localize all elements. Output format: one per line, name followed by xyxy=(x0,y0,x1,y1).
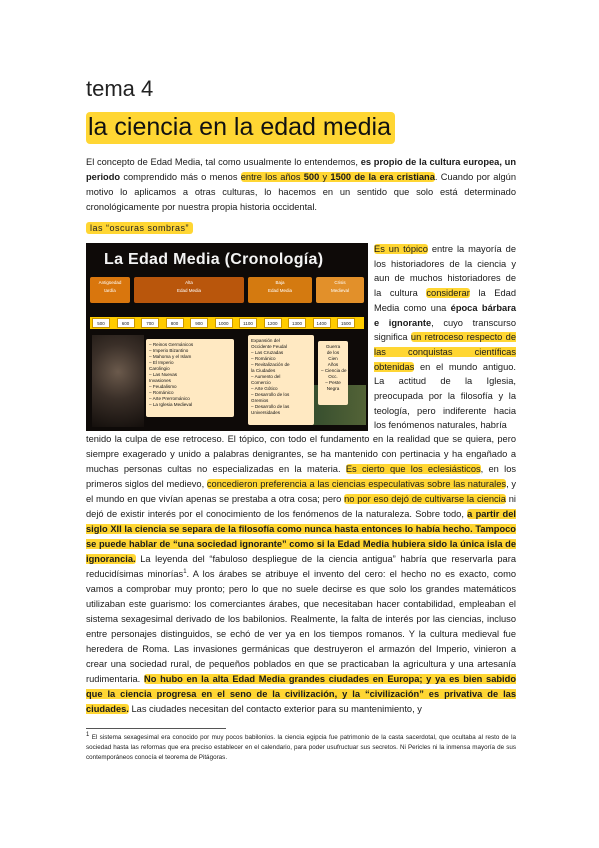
text-run: , en los primeros siglos del medievo, xyxy=(86,464,517,489)
text-run: . Cuando por algún motivo lo aplicamos a otras culturas, lo hacemos en un sentido que solo está determinado cronológicamente por nuestra propia historia occidental. xyxy=(86,172,516,212)
year-label: 600 xyxy=(117,318,135,328)
text-run: El concepto de Edad Media, tal como usualmente lo entendemos, xyxy=(86,157,361,167)
year-label: 1500 xyxy=(337,318,355,328)
bold-text: 1500 xyxy=(330,172,352,182)
text-run: en el mundo antiguo. La actitud de la Iglesia, preocupada por la filosofía y la teología, pero indiferente hacia los fenómenos naturales, habría xyxy=(374,361,516,431)
text-run: , y el mundo en que vivían apenas se prestaba a otra cosa; pero xyxy=(86,479,516,504)
highlight: concedieron preferencia a las ciencias especulativas sobre las naturales xyxy=(206,479,507,489)
event-item: – Desarrollo de los xyxy=(251,392,290,397)
event-item: Occidente Feudal xyxy=(251,344,288,349)
event-item: Negra xyxy=(326,386,340,391)
event-item: – Las Nuevas xyxy=(149,372,178,377)
event-item: – Románico xyxy=(149,390,174,395)
highlight: a partir del siglo XII la ciencia se separa de la filosofía como nunca hasta entonces lo había hecho. Tampoco se puede hablar de “una sociedad ignorante” como si la Edad Media hubiera sido la única isla de ignorancia. xyxy=(86,509,516,564)
event-item: – Arte Prerrománico xyxy=(149,396,190,401)
footnote xyxy=(86,733,516,763)
phase-name: Crisis xyxy=(334,280,346,285)
phase-crisis xyxy=(316,277,364,303)
event-item: Carolingio xyxy=(149,366,170,371)
phase-early xyxy=(134,277,244,303)
year-label: 900 xyxy=(190,318,208,328)
figure-title: La Edad Media (Cronología) xyxy=(104,251,324,268)
phase-label: Edad Media xyxy=(267,288,293,293)
footnote-text: El sistema sexagesimal era conocido por muy pocos babilonios. la ciencia egipcia fue patrimonio de la casta sacerdotal, que ocultaba al resto de la sociedad hasta las reformas que era preciso establecer en el calendario, para poder usufructuar sus secretos. Ni Pericles ni la inmensa mayoría de sus contemporáneos conocía el teorema de Pitágoras. xyxy=(86,734,516,761)
bold-text: es propio de la cultura europea, un periodo xyxy=(86,157,516,182)
event-item: – Mahoma y el Islam xyxy=(149,354,192,359)
phase-late xyxy=(248,277,312,303)
text-run: . A los árabes se atribuye el invento del cero: el hecho no es exacto, como vamos a comprobar muy pronto; pero lo que no suele decirse es que solo los grandes matemáticos utilizaban este guarismo: los comerciantes árabes, que necesitaban hacer contabilidad, empleaban el sistema sexagesimal derivado de los babilonios. Realmente, la falta de interés por las ciencias, incluso entre personajes distinguidos, se echó de ver ya en los tiempos romanos. Y la cultura medieval fue heredera de Roma. Las invasiones germánicas que destruyeron el armazón del Imperio, vinieron a crear una sociedad rural, de pequeños poblados en que se practicaban la agricultura y una artesanía rudimentaria. xyxy=(86,569,516,684)
events-box-late xyxy=(248,335,314,425)
event-item: Guerra xyxy=(325,344,341,349)
footnote-divider xyxy=(86,728,226,729)
event-item: de los xyxy=(326,350,340,355)
rose-window-photo xyxy=(92,335,144,427)
page-title: la ciencia en la edad media xyxy=(86,112,395,144)
event-item: – Desarrollo de las xyxy=(251,404,290,409)
highlight xyxy=(241,172,435,182)
year-label: 1100 xyxy=(239,318,257,328)
event-item: Años xyxy=(327,362,339,367)
text-run: y xyxy=(319,172,331,182)
event-item: – La Iglesia Medieval xyxy=(149,402,193,407)
event-item: – Aumento del xyxy=(251,374,281,379)
footnote-reference[interactable]: 1 xyxy=(183,568,187,575)
events-box-early xyxy=(146,339,234,417)
phase-name: Alta xyxy=(185,280,193,285)
chronology-image xyxy=(86,243,368,431)
event-item: Comercio xyxy=(251,380,271,385)
phase-name: Antigüedad xyxy=(98,280,122,285)
event-item: – Peste xyxy=(325,380,341,385)
phase-label: tardía xyxy=(104,288,116,293)
year-label: 1400 xyxy=(313,318,331,328)
event-item: Cien xyxy=(328,356,338,361)
event-item: Occ. xyxy=(328,374,338,379)
event-item: – El Imperio xyxy=(149,360,174,365)
event-item: – Arte Gótico xyxy=(251,386,278,391)
highlight: no por eso dejó de cultivarse la ciencia xyxy=(344,494,506,504)
footnote-number: 1 xyxy=(86,731,90,738)
event-item: Invasiones xyxy=(149,378,171,383)
event-item: – Feudalismo xyxy=(149,384,177,389)
year-label: 500 xyxy=(92,318,110,328)
intro-paragraph xyxy=(86,155,516,215)
event-item: la Ciudades xyxy=(251,368,276,373)
text-run: entre los años xyxy=(240,172,304,182)
text-run: tenido la culpa de ese retroceso. El tópico, con todo el fundamento en la realidad que se quiera, pero siempre exagerado y unido a palabras denigrantes, se ha mantenido con pertinacia y ha engañado a muchas personas cultas no especializadas en la materia. xyxy=(86,434,516,474)
event-item: Universidades xyxy=(251,410,281,415)
text-run: la Edad Media como una xyxy=(374,288,516,313)
body-paragraph xyxy=(86,432,516,717)
year-label: 1000 xyxy=(215,318,233,328)
text-run: , cuyo transcurso significa xyxy=(374,317,516,343)
right-column-paragraph xyxy=(374,242,516,433)
year-label: 1200 xyxy=(264,318,282,328)
highlight: Es cierto que los eclesiásticos xyxy=(345,464,481,474)
year-label: 1300 xyxy=(288,318,306,328)
event-item: – Románico xyxy=(251,356,276,361)
event-item: Expansión del xyxy=(251,338,280,343)
highlight: un retroceso respecto de las conquistas científicas obtenidas xyxy=(374,332,517,372)
highlight: considerar xyxy=(426,288,470,299)
year-label: 700 xyxy=(141,318,159,328)
bold-text: de la era cristiana xyxy=(351,172,435,182)
text-run: Las ciudades necesitan del contacto exterior para su mantenimiento, y xyxy=(128,704,422,714)
phase-name: Baja xyxy=(275,280,285,285)
bold-text: 500 xyxy=(303,172,320,182)
text-run: comprendido más o menos xyxy=(120,172,241,182)
event-item: Gremios xyxy=(251,398,269,403)
highlight: Es un tópico xyxy=(374,244,428,254)
text-run: ni dejó de existir interés por el conocimiento de los fenómenos de la naturaleza. Sobre todo, xyxy=(86,494,516,519)
event-item: – Imperio Bizantino xyxy=(149,348,189,353)
phase-antiquity xyxy=(90,277,130,303)
text-run: entre la mayoría de los historiadores de la ciencia y aun de muchos historiadores de la cultura xyxy=(374,244,517,299)
text-run: La leyenda del “fabuloso despliegue de la ciencia antigua” habría que reservarla para reducidísimas minorías xyxy=(86,554,516,579)
year-label: 800 xyxy=(166,318,184,328)
phase-label: Edad Media xyxy=(176,288,202,293)
event-item: – Las Cruzadas xyxy=(251,350,284,355)
highlight: No hubo en la alta Edad Media grandes ciudades en Europa; y ya es bien sabido que la ciencia progresa en el seno de la civilización, y la “civilización” es privativa de las ciudades. xyxy=(86,674,516,714)
phase-label: Medieval xyxy=(330,288,349,293)
event-item: – Ciencia de xyxy=(321,368,347,373)
section-heading: las “oscuras sombras” xyxy=(86,222,193,234)
event-item: – Reinos Germánicos xyxy=(149,342,194,347)
event-item: – Revitalización de xyxy=(251,362,290,367)
topic-number: tema 4 xyxy=(86,76,154,101)
bold-text: época bárbara e ignorante xyxy=(374,302,516,328)
events-box-crisis xyxy=(318,341,348,405)
